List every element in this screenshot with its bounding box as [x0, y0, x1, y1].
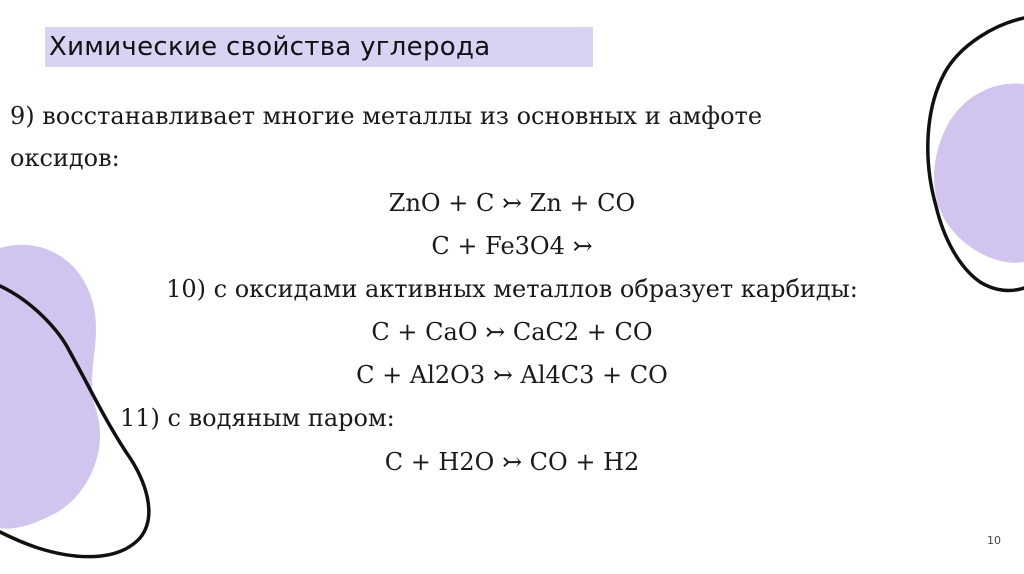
equation-cao: C + CaO ↣ CaC2 + CO: [371, 318, 653, 346]
page-number: 10: [987, 534, 1001, 547]
slide-title: Химические свойства углерода: [49, 32, 491, 62]
equation-h2o: C + H2O ↣ CO + H2: [384, 448, 640, 476]
text-line-11: 11) с водяным паром:: [120, 404, 395, 432]
text-line-9: 9) восстанавливает многие металлы из основных и амфоте: [10, 102, 763, 130]
clipped-line-container: [10, 98, 890, 134]
equation-al2o3: C + Al2O3 ↣ Al4C3 + CO: [356, 361, 668, 389]
equation-fe3o4: C + Fe3O4 ↣: [431, 232, 593, 260]
text-line-10: 10) с оксидами активных металлов образует карбиды:: [166, 275, 858, 303]
text-line-oxides: оксидов:: [10, 144, 120, 172]
equation-zno: ZnO + C ↣ Zn + CO: [388, 189, 636, 217]
